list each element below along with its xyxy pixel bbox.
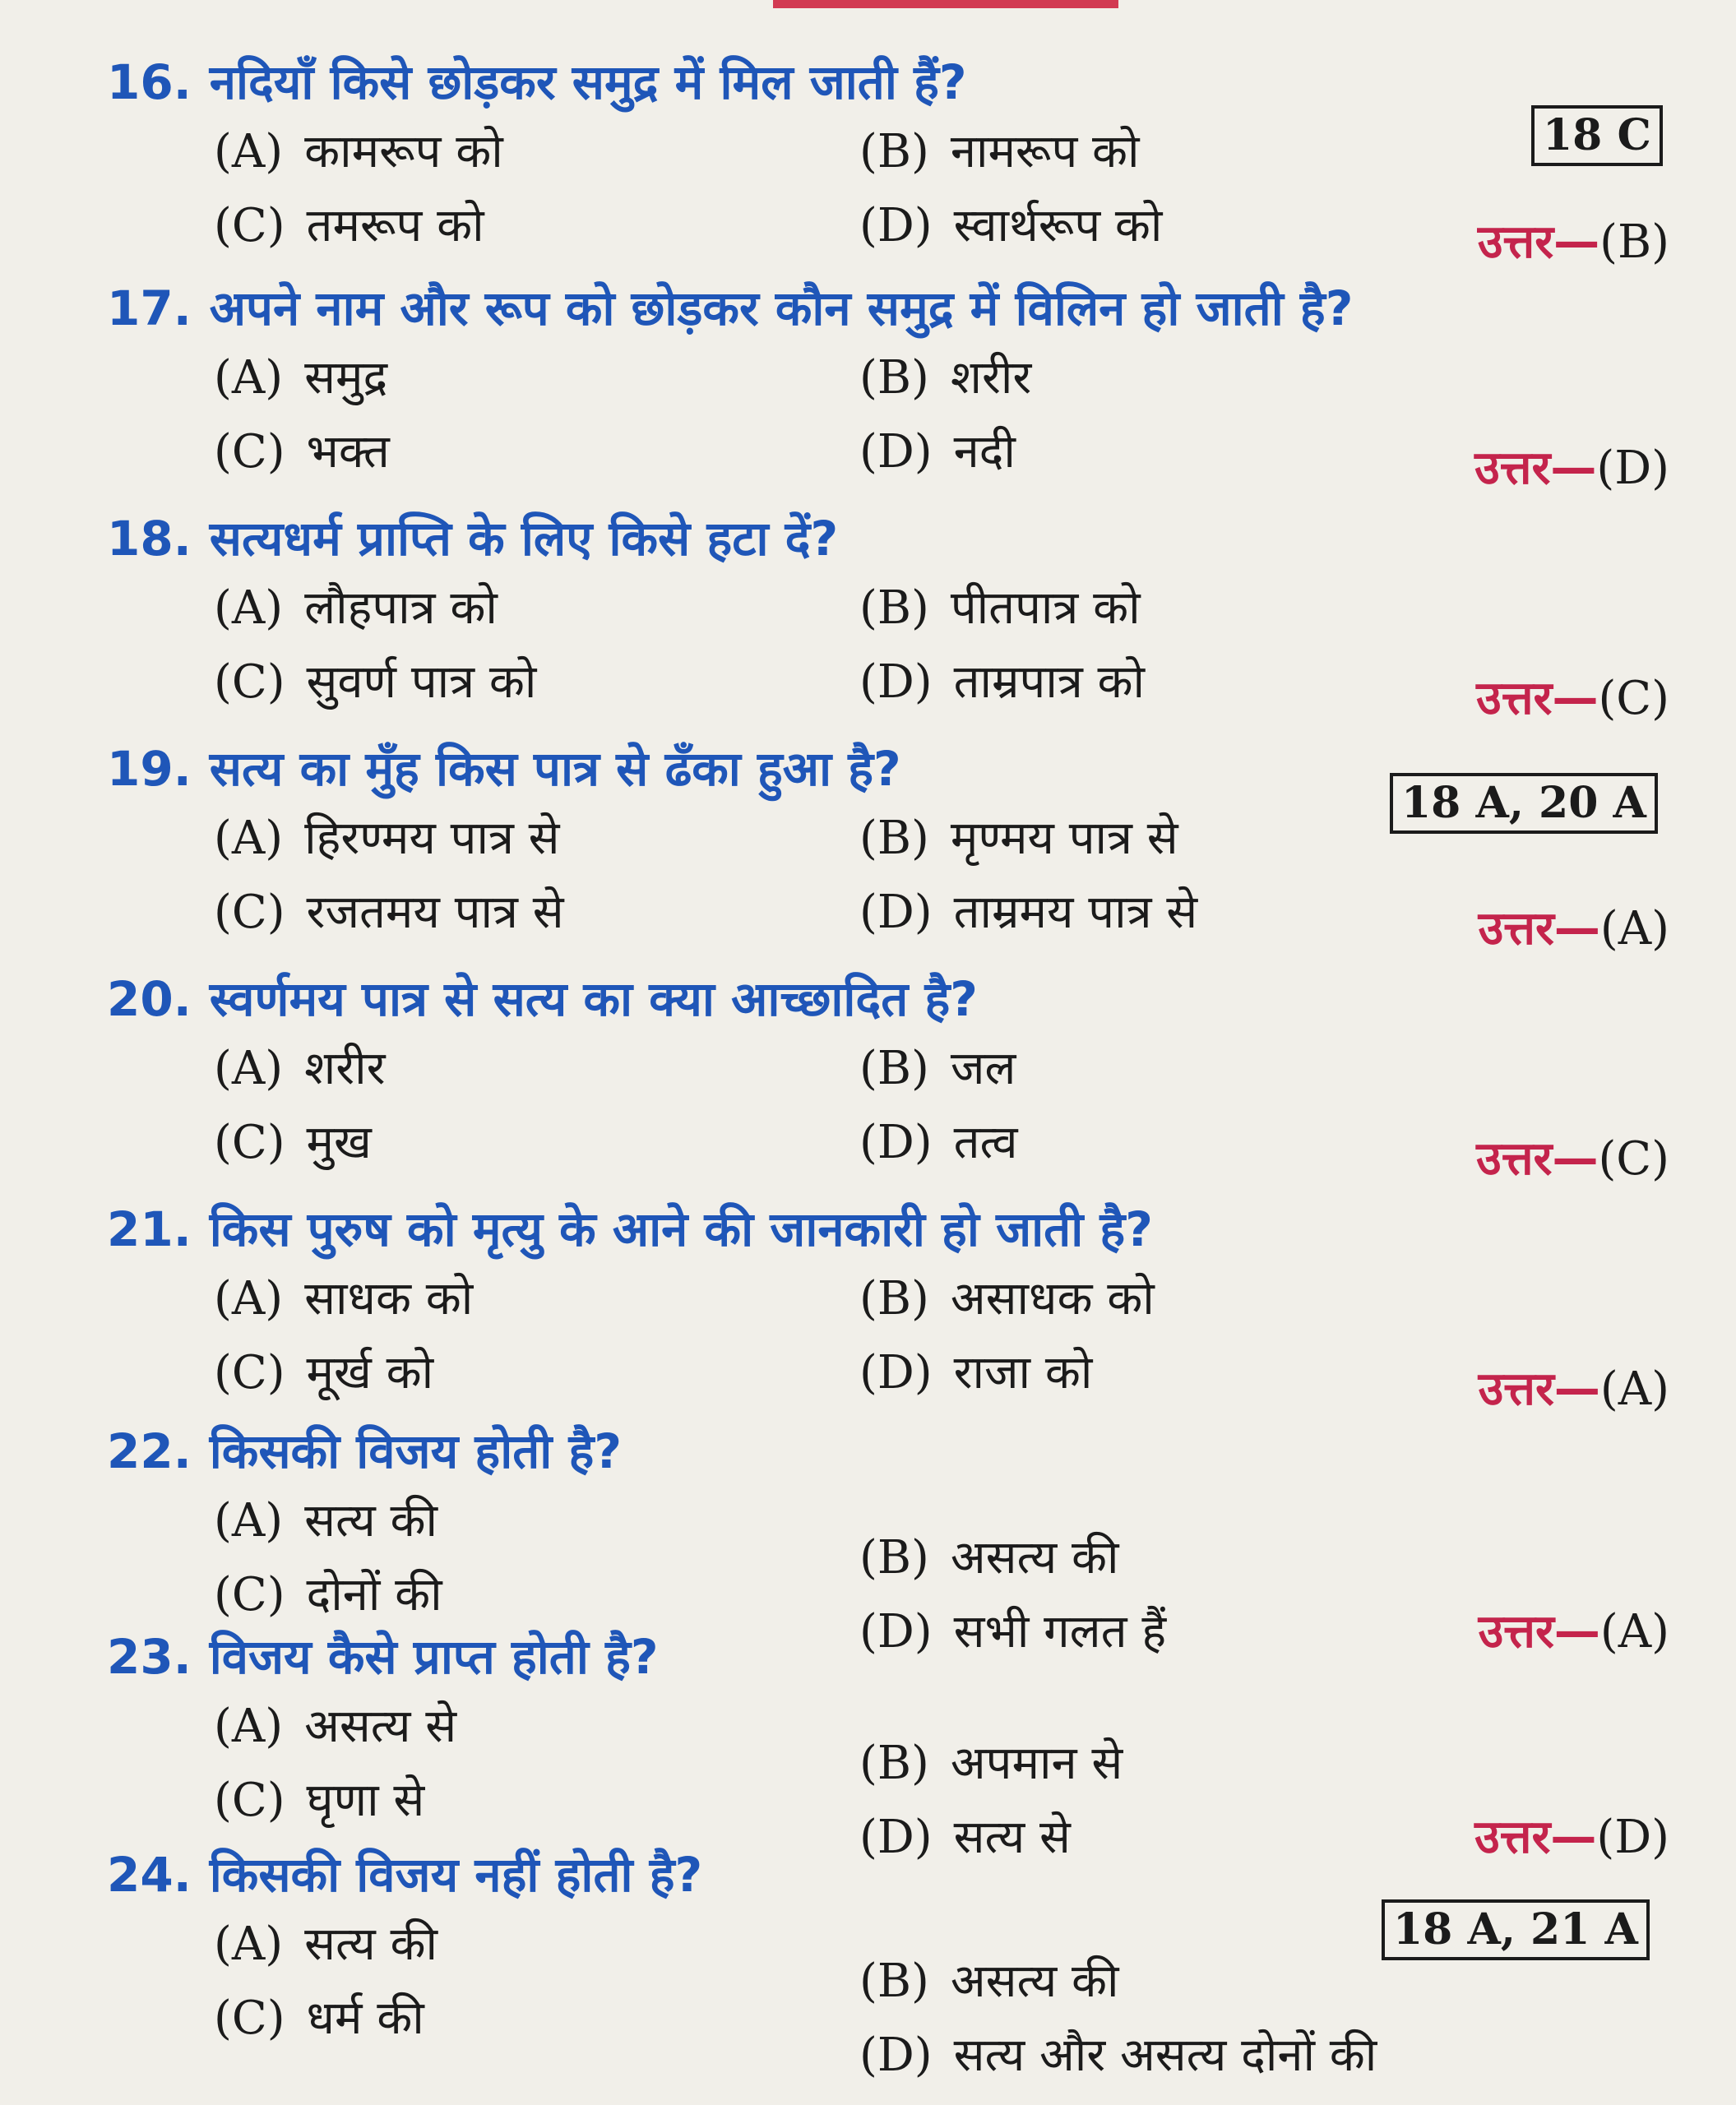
option-a: (A) सत्य की — [214, 1918, 438, 1971]
option-c: (C) दोनों की — [214, 1568, 442, 1622]
question-17 — [107, 275, 1669, 495]
option-row — [107, 876, 1669, 955]
option-row — [107, 341, 1669, 415]
option-d: (D) नदी — [859, 425, 1016, 479]
question-20 — [107, 966, 1669, 1186]
option-a: (A) सत्य की — [214, 1494, 438, 1548]
option-row — [107, 1262, 1669, 1336]
option-c: (C) मूर्ख को — [214, 1346, 434, 1399]
question-text: 24. किसकी विजय नहीं होती है? — [107, 1847, 703, 1903]
question-text: 17. अपने नाम और रूप को छोड़कर कौन समुद्र में विलिन हो जाती है? — [107, 280, 1354, 336]
option-b: (B) पीतपात्र को — [859, 581, 1141, 635]
option-row — [107, 415, 1669, 495]
option-c: (C) घृणा से — [214, 1774, 425, 1827]
option-a: (A) कामरूप को — [214, 125, 503, 178]
option-row — [107, 1106, 1669, 1186]
question-18 — [107, 506, 1669, 725]
option-d: (D) सत्य और असत्य दोनों की — [859, 2029, 1377, 2082]
option-d: (D) सभी गलत हैं — [859, 1605, 1167, 1659]
answer: उत्तर—(A) — [1478, 1362, 1669, 1416]
option-row — [107, 1484, 1669, 1585]
option-b: (B) मृण्मय पात्र से — [859, 812, 1178, 865]
option-c: (C) रजतमय पात्र से — [214, 886, 564, 939]
option-row — [107, 1032, 1669, 1106]
question-text: 20. स्वर्णमय पात्र से सत्य का क्या आच्छादित है? — [107, 971, 978, 1027]
question-16 — [107, 49, 1669, 269]
option-c: (C) मुख — [214, 1116, 372, 1169]
option-b: (B) नामरूप को — [859, 125, 1140, 178]
reference-box: 18 A, 20 A — [1390, 773, 1658, 834]
question-text: 22. किसकी विजय होती है? — [107, 1423, 622, 1479]
question-text: 23. विजय कैसे प्राप्त होती है? — [107, 1629, 659, 1685]
option-a: (A) शरीर — [214, 1042, 386, 1095]
answer: उत्तर—(A) — [1478, 902, 1669, 955]
option-b: (B) शरीर — [859, 351, 1032, 405]
option-row — [107, 1690, 1669, 1790]
option-c: (C) धर्म की — [214, 1992, 424, 2045]
option-d: (D) तत्व — [859, 1116, 1018, 1169]
option-c: (C) सुवर्ण पात्र को — [214, 655, 537, 709]
question-text: 16. नदियाँ किसे छोड़कर समुद्र में मिल जाती हैं? — [107, 54, 967, 110]
option-row — [107, 571, 1669, 645]
option-a: (A) समुद्र — [214, 351, 388, 405]
option-c: (C) भक्त — [214, 425, 390, 479]
option-b: (B) अपमान से — [859, 1737, 1123, 1790]
question-21 — [107, 1196, 1669, 1416]
option-row — [107, 189, 1669, 269]
answer: उत्तर—(C) — [1476, 672, 1669, 725]
question-23 — [107, 1624, 1669, 1864]
option-a: (A) हिरण्मय पात्र से — [214, 812, 560, 865]
option-a: (A) लौहपात्र को — [214, 581, 498, 635]
option-d: (D) ताम्रपात्र को — [859, 655, 1146, 709]
option-b: (B) असत्य की — [859, 1955, 1119, 2008]
question-19 — [107, 736, 1669, 955]
answer: उत्तर—(D) — [1474, 442, 1669, 495]
option-b: (B) असत्य की — [859, 1531, 1119, 1585]
question-text: 21. किस पुरुष को मृत्यु के आने की जानकारी हो जाती है? — [107, 1201, 1153, 1257]
question-text: 18. सत्यधर्म प्राप्ति के लिए किसे हटा दें? — [107, 511, 839, 567]
answer: उत्तर—(C) — [1476, 1132, 1669, 1186]
option-row — [107, 115, 1669, 189]
option-c: (C) तमरूप को — [214, 199, 484, 252]
option-row — [107, 1336, 1669, 1416]
answer: उत्तर—(B) — [1477, 215, 1669, 269]
option-a: (A) साधक को — [214, 1272, 474, 1325]
option-b: (B) जल — [859, 1042, 1016, 1095]
option-b: (B) असाधक को — [859, 1272, 1155, 1325]
question-text: 19. सत्य का मुँह किस पात्र से ढँका हुआ है? — [107, 741, 901, 797]
reference-box: 18 A, 21 A — [1382, 1899, 1650, 1960]
option-d: (D) राजा को — [859, 1346, 1093, 1399]
option-d: (D) सत्य से — [859, 1811, 1071, 1864]
answer: उत्तर—(D) — [1474, 1811, 1669, 1864]
answer: उत्तर—(A) — [1478, 1605, 1669, 1659]
option-d: (D) ताम्रमय पात्र से — [859, 886, 1198, 939]
option-row — [107, 1982, 1669, 2082]
reference-box: 18 C — [1531, 105, 1663, 166]
option-d: (D) स्वार्थरूप को — [859, 199, 1163, 252]
option-a: (A) असत्य से — [214, 1700, 457, 1753]
option-row — [107, 645, 1669, 725]
option-row — [107, 1764, 1669, 1864]
